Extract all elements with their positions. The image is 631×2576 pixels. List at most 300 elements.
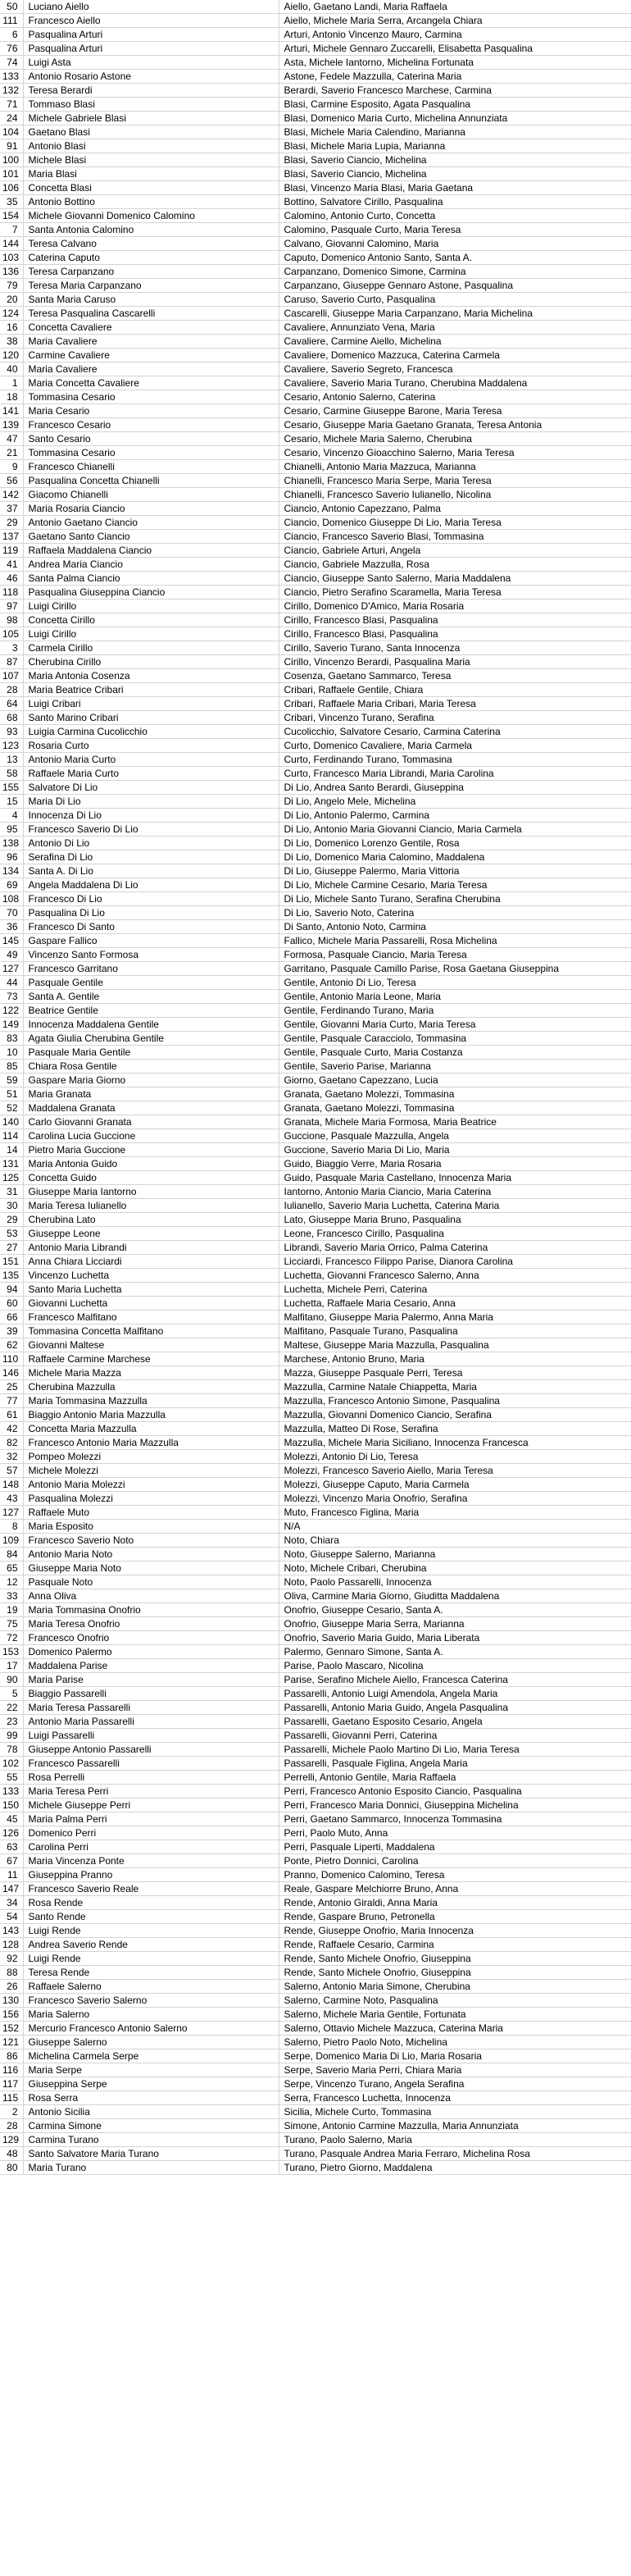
parents-cell[interactable]: Mazzulla, Carmine Natale Chiappetta, Maria (279, 1380, 631, 1394)
parents-cell[interactable]: Perri, Francesco Antonio Esposito Ciancio, Pasqualina (279, 1785, 631, 1799)
parents-cell[interactable]: Di Lio, Saverio Noto, Caterina (279, 906, 631, 920)
parents-cell[interactable]: Chianelli, Antonio Maria Mazzuca, Marianna (279, 460, 631, 474)
person-name-cell[interactable]: Maria Antonia Guido (23, 1157, 279, 1171)
person-name-cell[interactable]: Concetta Maria Mazzulla (23, 1422, 279, 1436)
person-name-cell[interactable]: Francesco Di Santo (23, 920, 279, 934)
row-number-cell[interactable]: 149 (0, 1018, 23, 1032)
parents-cell[interactable]: Rende, Santo Michele Onofrio, Giuseppina (279, 1966, 631, 1980)
row-number-cell[interactable]: 86 (0, 2049, 23, 2063)
person-name-cell[interactable]: Francesco Antonio Maria Mazzulla (23, 1436, 279, 1450)
parents-cell[interactable]: Astone, Fedele Mazzulla, Caterina Maria (279, 70, 631, 84)
person-name-cell[interactable]: Anna Oliva (23, 1589, 279, 1603)
person-name-cell[interactable]: Tommasina Cesario (23, 446, 279, 460)
row-number-cell[interactable]: 97 (0, 600, 23, 613)
row-number-cell[interactable]: 40 (0, 362, 23, 376)
row-number-cell[interactable]: 5 (0, 1687, 23, 1701)
row-number-cell[interactable]: 67 (0, 1854, 23, 1868)
parents-cell[interactable]: Cosenza, Gaetano Sammarco, Teresa (279, 669, 631, 683)
person-name-cell[interactable]: Pasquale Noto (23, 1575, 279, 1589)
parents-cell[interactable]: Noto, Michele Cribari, Cherubina (279, 1562, 631, 1575)
row-number-cell[interactable]: 65 (0, 1562, 23, 1575)
row-number-cell[interactable]: 115 (0, 2091, 23, 2105)
row-number-cell[interactable]: 51 (0, 1087, 23, 1101)
row-number-cell[interactable]: 61 (0, 1408, 23, 1422)
row-number-cell[interactable]: 8 (0, 1520, 23, 1534)
parents-cell[interactable]: Giorno, Gaetano Capezzano, Lucia (279, 1074, 631, 1087)
person-name-cell[interactable]: Antonio Blasi (23, 139, 279, 153)
row-number-cell[interactable]: 49 (0, 948, 23, 962)
row-number-cell[interactable]: 69 (0, 878, 23, 892)
person-name-cell[interactable]: Tommasina Cesario (23, 390, 279, 404)
row-number-cell[interactable]: 114 (0, 1129, 23, 1143)
row-number-cell[interactable]: 35 (0, 195, 23, 209)
row-number-cell[interactable]: 70 (0, 906, 23, 920)
row-number-cell[interactable]: 90 (0, 1673, 23, 1687)
person-name-cell[interactable]: Santo Marino Cribari (23, 711, 279, 725)
row-number-cell[interactable]: 119 (0, 544, 23, 558)
parents-cell[interactable]: Perri, Francesco Maria Donnici, Giuseppina Michelina (279, 1799, 631, 1812)
row-number-cell[interactable]: 36 (0, 920, 23, 934)
parents-cell[interactable]: Di Lio, Domenico Maria Calomino, Maddalena (279, 850, 631, 864)
parents-cell[interactable]: Carpanzano, Giuseppe Gennaro Astone, Pasqualina (279, 279, 631, 293)
row-number-cell[interactable]: 85 (0, 1060, 23, 1074)
row-number-cell[interactable]: 34 (0, 1896, 23, 1910)
parents-cell[interactable]: Di Lio, Michele Carmine Cesario, Maria Teresa (279, 878, 631, 892)
parents-cell[interactable]: Di Lio, Antonio Palermo, Carmina (279, 809, 631, 823)
person-name-cell[interactable]: Francesco Garritano (23, 962, 279, 976)
parents-cell[interactable]: Cirillo, Francesco Blasi, Pasqualina (279, 613, 631, 627)
person-name-cell[interactable]: Angela Maddalena Di Lio (23, 878, 279, 892)
row-number-cell[interactable]: 39 (0, 1324, 23, 1338)
parents-cell[interactable]: Parise, Serafino Michele Aiello, Francesca Caterina (279, 1673, 631, 1687)
person-name-cell[interactable]: Gaetano Blasi (23, 125, 279, 139)
parents-cell[interactable]: Passarelli, Giovanni Perri, Caterina (279, 1729, 631, 1743)
row-number-cell[interactable]: 128 (0, 1938, 23, 1952)
parents-cell[interactable]: Chianelli, Francesco Maria Serpe, Maria Teresa (279, 474, 631, 488)
person-name-cell[interactable]: Maria Cavaliere (23, 362, 279, 376)
person-name-cell[interactable]: Giuseppe Maria Iantorno (23, 1185, 279, 1199)
person-name-cell[interactable]: Giuseppe Maria Noto (23, 1562, 279, 1575)
parents-cell[interactable]: Chianelli, Francesco Saverio Iulianello, Nicolina (279, 488, 631, 502)
person-name-cell[interactable]: Vincenzo Luchetta (23, 1269, 279, 1283)
row-number-cell[interactable]: 116 (0, 2063, 23, 2077)
row-number-cell[interactable]: 82 (0, 1436, 23, 1450)
person-name-cell[interactable]: Concetta Blasi (23, 181, 279, 195)
person-name-cell[interactable]: Raffaela Maddalena Ciancio (23, 544, 279, 558)
row-number-cell[interactable]: 148 (0, 1478, 23, 1492)
parents-cell[interactable]: Caputo, Domenico Antonio Santo, Santa A. (279, 251, 631, 265)
row-number-cell[interactable]: 146 (0, 1366, 23, 1380)
row-number-cell[interactable]: 6 (0, 28, 23, 42)
person-name-cell[interactable]: Maria Granata (23, 1087, 279, 1101)
row-number-cell[interactable]: 28 (0, 683, 23, 697)
parents-cell[interactable]: Calomino, Pasquale Curto, Maria Teresa (279, 223, 631, 237)
person-name-cell[interactable]: Francesco Saverio Di Lio (23, 823, 279, 837)
person-name-cell[interactable]: Maria Teresa Perri (23, 1785, 279, 1799)
parents-cell[interactable]: Cirillo, Francesco Blasi, Pasqualina (279, 627, 631, 641)
parents-cell[interactable]: Arturi, Antonio Vincenzo Mauro, Carmina (279, 28, 631, 42)
person-name-cell[interactable]: Cherubina Cirillo (23, 655, 279, 669)
person-name-cell[interactable]: Giacomo Chianelli (23, 488, 279, 502)
row-number-cell[interactable]: 59 (0, 1074, 23, 1087)
row-number-cell[interactable]: 105 (0, 627, 23, 641)
parents-cell[interactable]: Gentile, Saverio Parise, Marianna (279, 1060, 631, 1074)
parents-cell[interactable]: Muto, Francesco Figlina, Maria (279, 1506, 631, 1520)
row-number-cell[interactable]: 91 (0, 139, 23, 153)
parents-cell[interactable]: Ciancio, Domenico Giuseppe Di Lio, Maria Teresa (279, 516, 631, 530)
parents-cell[interactable]: Serpe, Saverio Maria Perri, Chiara Maria (279, 2063, 631, 2077)
person-name-cell[interactable]: Teresa Rende (23, 1966, 279, 1980)
parents-cell[interactable]: Guccione, Saverio Maria Di Lio, Maria (279, 1143, 631, 1157)
person-name-cell[interactable]: Francesco Malfitano (23, 1311, 279, 1324)
person-name-cell[interactable]: Maria Antonia Cosenza (23, 669, 279, 683)
row-number-cell[interactable]: 140 (0, 1115, 23, 1129)
parents-cell[interactable]: Passarelli, Gaetano Esposito Cesario, Angela (279, 1715, 631, 1729)
person-name-cell[interactable]: Raffaele Muto (23, 1506, 279, 1520)
parents-cell[interactable]: Guido, Pasquale Maria Castellano, Innocenza Maria (279, 1171, 631, 1185)
row-number-cell[interactable]: 144 (0, 237, 23, 251)
person-name-cell[interactable]: Carmela Cirillo (23, 641, 279, 655)
parents-cell[interactable]: Cirillo, Saverio Turano, Santa Innocenza (279, 641, 631, 655)
person-name-cell[interactable]: Maria Beatrice Cribari (23, 683, 279, 697)
person-name-cell[interactable]: Antonio Maria Noto (23, 1548, 279, 1562)
parents-cell[interactable]: Gentile, Pasquale Caracciolo, Tommasina (279, 1032, 631, 1046)
parents-cell[interactable]: Ciancio, Antonio Capezzano, Palma (279, 502, 631, 516)
parents-cell[interactable]: Licciardi, Francesco Filippo Parise, Dianora Carolina (279, 1255, 631, 1269)
person-name-cell[interactable]: Teresa Carpanzano (23, 265, 279, 279)
person-name-cell[interactable]: Teresa Berardi (23, 84, 279, 98)
row-number-cell[interactable]: 24 (0, 112, 23, 125)
person-name-cell[interactable]: Maria Esposito (23, 1520, 279, 1534)
parents-cell[interactable]: Mazza, Giuseppe Pasquale Perri, Teresa (279, 1366, 631, 1380)
row-number-cell[interactable]: 127 (0, 1506, 23, 1520)
person-name-cell[interactable]: Carmina Simone (23, 2119, 279, 2133)
person-name-cell[interactable]: Francesco Aiello (23, 14, 279, 28)
person-name-cell[interactable]: Rosaria Curto (23, 739, 279, 753)
person-name-cell[interactable]: Maria Cesario (23, 404, 279, 418)
person-name-cell[interactable]: Francesco Onofrio (23, 1631, 279, 1645)
row-number-cell[interactable]: 117 (0, 2077, 23, 2091)
row-number-cell[interactable]: 45 (0, 1812, 23, 1826)
parents-cell[interactable]: Ponte, Pietro Donnici, Carolina (279, 1854, 631, 1868)
row-number-cell[interactable]: 154 (0, 209, 23, 223)
parents-cell[interactable]: Maltese, Giuseppe Maria Mazzulla, Pasqualina (279, 1338, 631, 1352)
row-number-cell[interactable]: 156 (0, 2008, 23, 2022)
row-number-cell[interactable]: 52 (0, 1101, 23, 1115)
parents-cell[interactable]: Fallico, Michele Maria Passarelli, Rosa Michelina (279, 934, 631, 948)
row-number-cell[interactable]: 137 (0, 530, 23, 544)
person-name-cell[interactable]: Maddalena Granata (23, 1101, 279, 1115)
row-number-cell[interactable]: 96 (0, 850, 23, 864)
row-number-cell[interactable]: 155 (0, 781, 23, 795)
parents-cell[interactable]: Di Lio, Andrea Santo Berardi, Giuseppina (279, 781, 631, 795)
row-number-cell[interactable]: 4 (0, 809, 23, 823)
parents-cell[interactable]: Blasi, Michele Maria Lupia, Marianna (279, 139, 631, 153)
row-number-cell[interactable]: 139 (0, 418, 23, 432)
parents-cell[interactable]: Rende, Raffaele Cesario, Carmina (279, 1938, 631, 1952)
person-name-cell[interactable]: Raffaele Carmine Marchese (23, 1352, 279, 1366)
row-number-cell[interactable]: 26 (0, 1980, 23, 1994)
person-name-cell[interactable]: Carlo Giovanni Granata (23, 1115, 279, 1129)
row-number-cell[interactable]: 150 (0, 1799, 23, 1812)
person-name-cell[interactable]: Maria Tommasina Onofrio (23, 1603, 279, 1617)
person-name-cell[interactable]: Giuseppe Antonio Passarelli (23, 1743, 279, 1757)
person-name-cell[interactable]: Francesco Chianelli (23, 460, 279, 474)
row-number-cell[interactable]: 145 (0, 934, 23, 948)
parents-cell[interactable]: Ciancio, Gabriele Arturi, Angela (279, 544, 631, 558)
parents-cell[interactable]: Cavaliere, Carmine Aiello, Michelina (279, 335, 631, 349)
parents-cell[interactable]: Blasi, Saverio Ciancio, Michelina (279, 153, 631, 167)
row-number-cell[interactable]: 147 (0, 1882, 23, 1896)
row-number-cell[interactable]: 32 (0, 1450, 23, 1464)
row-number-cell[interactable]: 28 (0, 2119, 23, 2133)
parents-cell[interactable]: Rende, Gaspare Bruno, Petronella (279, 1910, 631, 1924)
row-number-cell[interactable]: 2 (0, 2105, 23, 2119)
row-number-cell[interactable]: 30 (0, 1199, 23, 1213)
parents-cell[interactable]: Curto, Ferdinando Turano, Tommasina (279, 753, 631, 767)
row-number-cell[interactable]: 37 (0, 502, 23, 516)
row-number-cell[interactable]: 143 (0, 1924, 23, 1938)
parents-cell[interactable]: Rende, Antonio Giraldi, Anna Maria (279, 1896, 631, 1910)
person-name-cell[interactable]: Cherubina Mazzulla (23, 1380, 279, 1394)
row-number-cell[interactable]: 93 (0, 725, 23, 739)
row-number-cell[interactable]: 11 (0, 1868, 23, 1882)
parents-cell[interactable]: Passarelli, Antonio Maria Guido, Angela Pasqualina (279, 1701, 631, 1715)
parents-cell[interactable]: Curto, Francesco Maria Librandi, Maria Carolina (279, 767, 631, 781)
row-number-cell[interactable]: 13 (0, 753, 23, 767)
person-name-cell[interactable]: Luigi Cirillo (23, 627, 279, 641)
person-name-cell[interactable]: Carmina Turano (23, 2133, 279, 2147)
parents-cell[interactable]: Carpanzano, Domenico Simone, Carmina (279, 265, 631, 279)
person-name-cell[interactable]: Domenico Palermo (23, 1645, 279, 1659)
parents-cell[interactable]: Turano, Paolo Salerno, Maria (279, 2133, 631, 2147)
parents-cell[interactable]: Cesario, Vincenzo Gioacchino Salerno, Maria Teresa (279, 446, 631, 460)
parents-cell[interactable]: Calomino, Antonio Curto, Concetta (279, 209, 631, 223)
person-name-cell[interactable]: Tommasina Concetta Malfitano (23, 1324, 279, 1338)
row-number-cell[interactable]: 27 (0, 1241, 23, 1255)
person-name-cell[interactable]: Gaspare Fallico (23, 934, 279, 948)
person-name-cell[interactable]: Maria Teresa Passarelli (23, 1701, 279, 1715)
row-number-cell[interactable]: 94 (0, 1283, 23, 1297)
person-name-cell[interactable]: Antonio Bottino (23, 195, 279, 209)
parents-cell[interactable]: Cesario, Michele Maria Salerno, Cherubina (279, 432, 631, 446)
person-name-cell[interactable]: Luigi Cirillo (23, 600, 279, 613)
parents-cell[interactable]: Mazzulla, Francesco Antonio Simone, Pasqualina (279, 1394, 631, 1408)
parents-cell[interactable]: Salerno, Carmine Noto, Pasqualina (279, 1994, 631, 2008)
parents-cell[interactable]: Salerno, Pietro Paolo Noto, Michelina (279, 2036, 631, 2049)
row-number-cell[interactable]: 60 (0, 1297, 23, 1311)
row-number-cell[interactable]: 19 (0, 1603, 23, 1617)
parents-cell[interactable]: Asta, Michele Iantorno, Michelina Fortunata (279, 56, 631, 70)
parents-cell[interactable]: Granata, Michele Maria Formosa, Maria Beatrice (279, 1115, 631, 1129)
parents-cell[interactable]: Onofrio, Saverio Maria Guido, Maria Liberata (279, 1631, 631, 1645)
parents-cell[interactable]: Leone, Francesco Cirillo, Pasqualina (279, 1227, 631, 1241)
row-number-cell[interactable]: 3 (0, 641, 23, 655)
person-name-cell[interactable]: Teresa Calvano (23, 237, 279, 251)
parents-cell[interactable]: Cucolicchio, Salvatore Cesario, Carmina Caterina (279, 725, 631, 739)
row-number-cell[interactable]: 126 (0, 1826, 23, 1840)
parents-cell[interactable]: Mazzulla, Michele Maria Siciliano, Innocenza Francesca (279, 1436, 631, 1450)
row-number-cell[interactable]: 10 (0, 1046, 23, 1060)
row-number-cell[interactable]: 31 (0, 1185, 23, 1199)
person-name-cell[interactable]: Rosa Perrelli (23, 1771, 279, 1785)
row-number-cell[interactable]: 22 (0, 1701, 23, 1715)
parents-cell[interactable]: Molezzi, Antonio Di Lio, Teresa (279, 1450, 631, 1464)
parents-cell[interactable]: Gentile, Giovanni Maria Curto, Maria Teresa (279, 1018, 631, 1032)
parents-cell[interactable]: Pranno, Domenico Calomino, Teresa (279, 1868, 631, 1882)
row-number-cell[interactable]: 130 (0, 1994, 23, 2008)
parents-cell[interactable]: Granata, Gaetano Molezzi, Tommasina (279, 1101, 631, 1115)
person-name-cell[interactable]: Antonio Di Lio (23, 837, 279, 850)
parents-cell[interactable]: Passarelli, Michele Paolo Martino Di Lio, Maria Teresa (279, 1743, 631, 1757)
parents-cell[interactable]: Turano, Pietro Giorno, Maddalena (279, 2161, 631, 2175)
person-name-cell[interactable]: Luigi Passarelli (23, 1729, 279, 1743)
person-name-cell[interactable]: Maria Parise (23, 1673, 279, 1687)
row-number-cell[interactable]: 84 (0, 1548, 23, 1562)
parents-cell[interactable]: Ciancio, Francesco Saverio Blasi, Tommasina (279, 530, 631, 544)
person-name-cell[interactable]: Santo Rende (23, 1910, 279, 1924)
parents-cell[interactable]: Guido, Biaggio Verre, Maria Rosaria (279, 1157, 631, 1171)
person-name-cell[interactable]: Maria Blasi (23, 167, 279, 181)
row-number-cell[interactable]: 107 (0, 669, 23, 683)
parents-cell[interactable]: Lato, Giuseppe Maria Bruno, Pasqualina (279, 1213, 631, 1227)
person-name-cell[interactable]: Santo Cesario (23, 432, 279, 446)
parents-cell[interactable]: Luchetta, Giovanni Francesco Salerno, Anna (279, 1269, 631, 1283)
row-number-cell[interactable]: 74 (0, 56, 23, 70)
row-number-cell[interactable]: 106 (0, 181, 23, 195)
parents-cell[interactable]: Passarelli, Antonio Luigi Amendola, Angela Maria (279, 1687, 631, 1701)
parents-cell[interactable]: Caruso, Saverio Curto, Pasqualina (279, 293, 631, 307)
person-name-cell[interactable]: Beatrice Gentile (23, 1004, 279, 1018)
row-number-cell[interactable]: 142 (0, 488, 23, 502)
parents-cell[interactable]: Berardi, Saverio Francesco Marchese, Carmina (279, 84, 631, 98)
row-number-cell[interactable]: 135 (0, 1269, 23, 1283)
person-name-cell[interactable]: Francesco Passarelli (23, 1757, 279, 1771)
person-name-cell[interactable]: Michelina Carmela Serpe (23, 2049, 279, 2063)
parents-cell[interactable]: Noto, Chiara (279, 1534, 631, 1548)
row-number-cell[interactable]: 63 (0, 1840, 23, 1854)
parents-cell[interactable]: Onofrio, Giuseppe Cesario, Santa A. (279, 1603, 631, 1617)
row-number-cell[interactable]: 102 (0, 1757, 23, 1771)
person-name-cell[interactable]: Giuseppe Salerno (23, 2036, 279, 2049)
row-number-cell[interactable]: 127 (0, 962, 23, 976)
parents-cell[interactable]: Ciancio, Giuseppe Santo Salerno, Maria Maddalena (279, 572, 631, 586)
row-number-cell[interactable]: 122 (0, 1004, 23, 1018)
row-number-cell[interactable]: 16 (0, 321, 23, 335)
row-number-cell[interactable]: 87 (0, 655, 23, 669)
row-number-cell[interactable]: 47 (0, 432, 23, 446)
parents-cell[interactable]: Palermo, Gennaro Simone, Santa A. (279, 1645, 631, 1659)
parents-cell[interactable]: Salerno, Michele Maria Gentile, Fortunata (279, 2008, 631, 2022)
row-number-cell[interactable]: 76 (0, 42, 23, 56)
row-number-cell[interactable]: 68 (0, 711, 23, 725)
parents-cell[interactable]: Formosa, Pasquale Ciancio, Maria Teresa (279, 948, 631, 962)
person-name-cell[interactable]: Santa A. Gentile (23, 990, 279, 1004)
row-number-cell[interactable]: 66 (0, 1311, 23, 1324)
person-name-cell[interactable]: Pasquale Maria Gentile (23, 1046, 279, 1060)
parents-cell[interactable]: Sicilia, Michele Curto, Tommasina (279, 2105, 631, 2119)
row-number-cell[interactable]: 151 (0, 1255, 23, 1269)
person-name-cell[interactable]: Giovanni Luchetta (23, 1297, 279, 1311)
person-name-cell[interactable]: Carmine Cavaliere (23, 349, 279, 362)
row-number-cell[interactable]: 43 (0, 1492, 23, 1506)
row-number-cell[interactable]: 23 (0, 1715, 23, 1729)
row-number-cell[interactable]: 118 (0, 586, 23, 600)
row-number-cell[interactable]: 98 (0, 613, 23, 627)
parents-cell[interactable]: Perri, Paolo Muto, Anna (279, 1826, 631, 1840)
parents-cell[interactable]: Luchetta, Michele Perri, Caterina (279, 1283, 631, 1297)
person-name-cell[interactable]: Carolina Lucia Guccione (23, 1129, 279, 1143)
row-number-cell[interactable]: 50 (0, 0, 23, 14)
person-name-cell[interactable]: Caterina Caputo (23, 251, 279, 265)
row-number-cell[interactable]: 103 (0, 251, 23, 265)
person-name-cell[interactable]: Antonio Maria Molezzi (23, 1478, 279, 1492)
person-name-cell[interactable]: Salvatore Di Lio (23, 781, 279, 795)
person-name-cell[interactable]: Pasqualina Giuseppina Ciancio (23, 586, 279, 600)
person-name-cell[interactable]: Francesco Cesario (23, 418, 279, 432)
parents-cell[interactable]: Cesario, Carmine Giuseppe Barone, Maria Teresa (279, 404, 631, 418)
parents-cell[interactable]: Onofrio, Giuseppe Maria Serra, Marianna (279, 1617, 631, 1631)
person-name-cell[interactable]: Anna Chiara Licciardi (23, 1255, 279, 1269)
person-name-cell[interactable]: Maria Turano (23, 2161, 279, 2175)
person-name-cell[interactable]: Raffaele Salerno (23, 1980, 279, 1994)
person-name-cell[interactable]: Francesco Di Lio (23, 892, 279, 906)
row-number-cell[interactable]: 41 (0, 558, 23, 572)
parents-cell[interactable]: Aiello, Michele Maria Serra, Arcangela Chiara (279, 14, 631, 28)
person-name-cell[interactable]: Francesco Saverio Salerno (23, 1994, 279, 2008)
parents-cell[interactable]: Arturi, Michele Gennaro Zuccarelli, Elisabetta Pasqualina (279, 42, 631, 56)
person-name-cell[interactable]: Domenico Perri (23, 1826, 279, 1840)
person-name-cell[interactable]: Giovanni Maltese (23, 1338, 279, 1352)
parents-cell[interactable]: Guccione, Pasquale Mazzulla, Angela (279, 1129, 631, 1143)
parents-cell[interactable]: Cribari, Vincenzo Turano, Serafina (279, 711, 631, 725)
person-name-cell[interactable]: Luigia Carmina Cucolicchio (23, 725, 279, 739)
person-name-cell[interactable]: Michele Maria Mazza (23, 1366, 279, 1380)
row-number-cell[interactable]: 48 (0, 2147, 23, 2161)
row-number-cell[interactable]: 71 (0, 98, 23, 112)
parents-cell[interactable]: Cesario, Giuseppe Maria Gaetano Granata, Teresa Antonia (279, 418, 631, 432)
person-name-cell[interactable]: Michele Blasi (23, 153, 279, 167)
row-number-cell[interactable]: 29 (0, 516, 23, 530)
person-name-cell[interactable]: Andrea Maria Ciancio (23, 558, 279, 572)
parents-cell[interactable]: Rende, Giuseppe Onofrio, Maria Innocenza (279, 1924, 631, 1938)
parents-cell[interactable]: Noto, Paolo Passarelli, Innocenza (279, 1575, 631, 1589)
person-name-cell[interactable]: Gaspare Maria Giorno (23, 1074, 279, 1087)
person-name-cell[interactable]: Serafina Di Lio (23, 850, 279, 864)
row-number-cell[interactable]: 132 (0, 84, 23, 98)
parents-cell[interactable]: Gentile, Antonio Di Lio, Teresa (279, 976, 631, 990)
person-name-cell[interactable]: Concetta Cavaliere (23, 321, 279, 335)
person-name-cell[interactable]: Tommaso Blasi (23, 98, 279, 112)
row-number-cell[interactable]: 42 (0, 1422, 23, 1436)
row-number-cell[interactable]: 44 (0, 976, 23, 990)
parents-cell[interactable]: Gentile, Pasquale Curto, Maria Costanza (279, 1046, 631, 1060)
person-name-cell[interactable]: Mercurio Francesco Antonio Salerno (23, 2022, 279, 2036)
parents-cell[interactable]: Rende, Santo Michele Onofrio, Giuseppina (279, 1952, 631, 1966)
row-number-cell[interactable]: 123 (0, 739, 23, 753)
row-number-cell[interactable]: 100 (0, 153, 23, 167)
row-number-cell[interactable]: 124 (0, 307, 23, 321)
parents-cell[interactable]: Ciancio, Gabriele Mazzulla, Rosa (279, 558, 631, 572)
row-number-cell[interactable]: 46 (0, 572, 23, 586)
parents-cell[interactable]: Serra, Francesco Luchetta, Innocenza (279, 2091, 631, 2105)
parents-cell[interactable]: Turano, Pasquale Andrea Maria Ferraro, Michelina Rosa (279, 2147, 631, 2161)
parents-cell[interactable]: Granata, Gaetano Molezzi, Tommasina (279, 1087, 631, 1101)
person-name-cell[interactable]: Michele Molezzi (23, 1464, 279, 1478)
row-number-cell[interactable]: 79 (0, 279, 23, 293)
row-number-cell[interactable]: 133 (0, 70, 23, 84)
parents-cell[interactable]: Ciancio, Pietro Serafino Scaramella, Maria Teresa (279, 586, 631, 600)
